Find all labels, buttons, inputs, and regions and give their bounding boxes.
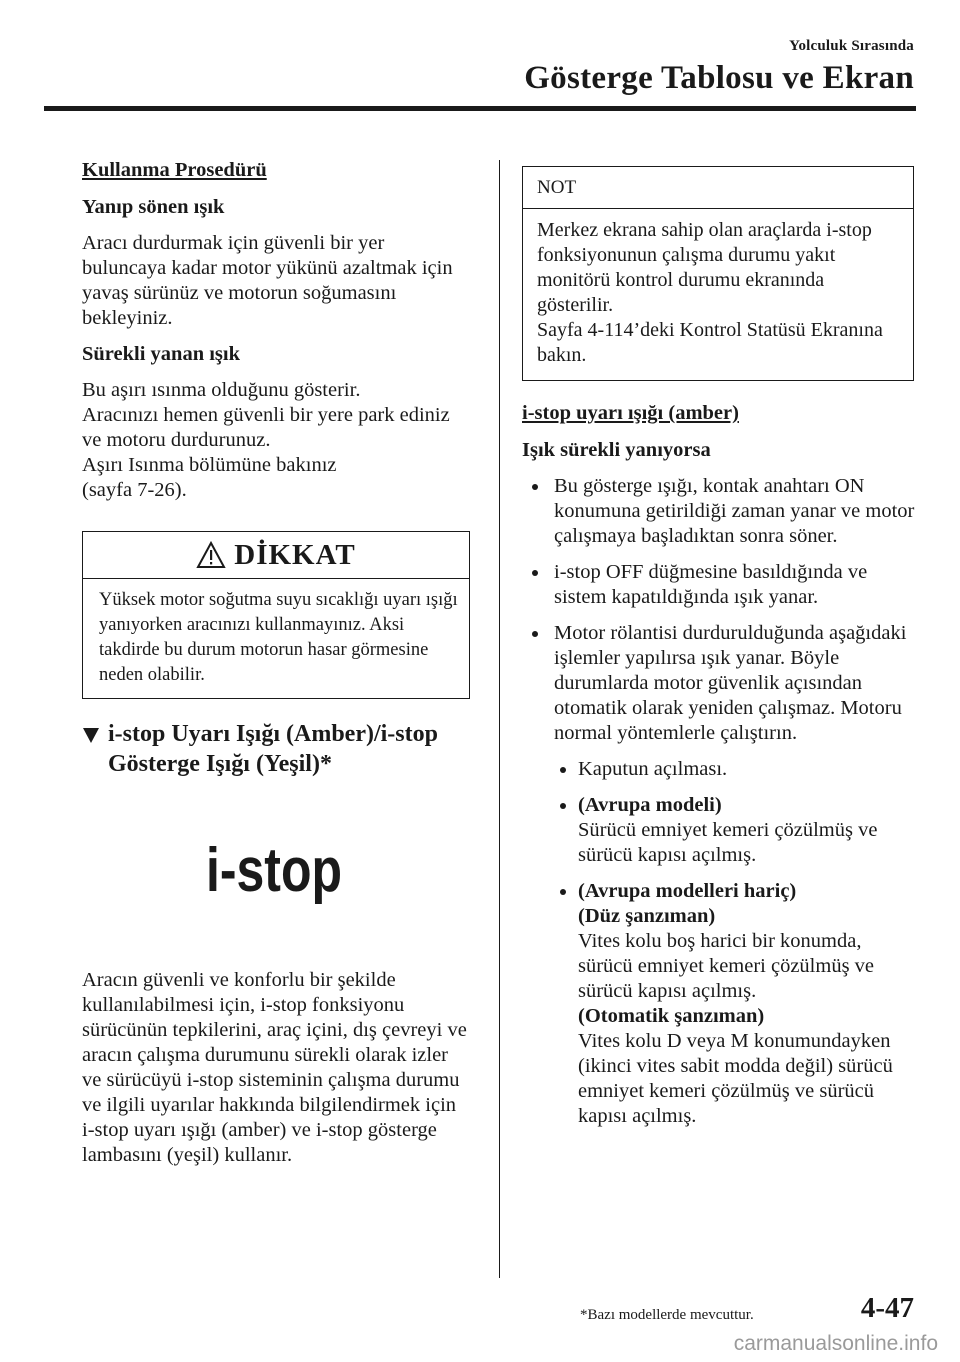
running-header-section: Yolculuk Sırasında (789, 38, 914, 54)
steady-line: (sayfa 7-26). (82, 479, 187, 501)
column-divider (499, 160, 500, 1278)
bullet-text: i-stop OFF düğmesine basıldığında ve sistem kapatıldığında ışık yanar. (554, 561, 868, 608)
transmission-label: (Otomatik şanzıman) (578, 1005, 765, 1027)
list-item (522, 560, 916, 610)
steady-light-text (82, 378, 472, 503)
bullet-text: Motor rölantisi durdurulduğunda aşağıdaki işlemler yapılırsa ışık yanar. Böyle durumlarda motor güvenlik açısından otomatik olarak yeniden çalışmaz. Motoru normal yöntemlerle çalıştırın. (554, 622, 907, 744)
sub-bullet-list (554, 757, 916, 1129)
footnote: *Bazı modellerde mevcuttur. (580, 1307, 754, 1323)
list-item (554, 879, 916, 1129)
model-label: (Avrupa modelleri hariç) (578, 880, 797, 902)
note-title: NOT (523, 167, 913, 209)
amber-light-title: i-stop uyarı ışığı (amber) (522, 402, 739, 424)
list-item (554, 793, 916, 868)
list-item (554, 757, 916, 782)
list-item (522, 474, 916, 549)
list-item (522, 621, 916, 1129)
blinking-light-text: Aracı durdurmak için güvenli bir yer buluncaya kadar motor yükünü azaltmak için yavaş sürünüz ve motorun soğumasını bekleyiniz. (82, 232, 453, 329)
sub-bullet-text: Sürücü emniyet kemeri çözülmüş ve sürücü kapısı açılmış. (578, 819, 878, 866)
sub-bullet-text: Vites kolu boş harici bir konumda, sürücü emniyet kemeri çözülmüş ve sürücü kapısı açılmış. (578, 930, 875, 1002)
note-line: Sayfa 4-114’deki Kontrol Statüsü Ekranına bakın. (537, 319, 883, 366)
amber-light-subheading: Işık sürekli yanıyorsa (522, 439, 711, 461)
left-column (82, 158, 472, 1179)
right-column (522, 166, 916, 1140)
sub-bullet-text: Kaputun açılması. (578, 758, 728, 780)
caution-text: Yüksek motor soğutma suyu sıcaklığı uyarı ışığı yanıyorken aracınızı kullanmayınız. Aksi takdirde bu durum motorun hasar görmesine neden olabilir. (99, 590, 458, 685)
page-number: 4-47 (860, 1292, 914, 1324)
steady-light-heading: Sürekli yanan ışık (82, 343, 240, 365)
running-header-title: Gösterge Tablosu ve Ekran (524, 60, 914, 96)
steady-line: Bu aşırı ısınma olduğunu gösterir. (82, 379, 361, 401)
sub-bullet-text: Vites kolu D veya M konumundayken (ikinci vites sabit modda değil) sürücü emniyet kemeri çözülmüş ve sürücü kapısı açılmış. (578, 1030, 893, 1127)
note-box (522, 166, 914, 381)
istop-icon (206, 836, 346, 905)
watermark: carmanualsonline.info (733, 1332, 938, 1355)
note-line: Merkez ekrana sahip olan araçlarda i-stop fonksiyonunun çalışma durumu yakıt monitörü kontrol durumu ekranında gösterilir. (537, 219, 872, 316)
header-rule (44, 106, 916, 111)
caution-title: DİKKAT (234, 538, 356, 571)
istop-indicator-symbol (206, 837, 472, 908)
note-body (523, 209, 913, 380)
blinking-light-heading: Yanıp sönen ışık (82, 196, 225, 218)
transmission-label: (Düz şanzıman) (578, 905, 716, 927)
caution-box (82, 531, 470, 699)
caution-header (83, 532, 469, 579)
istop-heading-line: Gösterge Işığı (Yeşil)* (108, 751, 332, 777)
istop-logo-text: i-stop (206, 836, 342, 905)
istop-description: Aracın güvenli ve konforlu bir şekilde kullanılabilmesi için, i-stop fonksiyonu sürücünün tepkilerini, araç içini, dış çevreyi ve aracın çalışma durumunu sürekli olarak izler ve sürücüyü i-stop sisteminin çalışma durumu ve ilgili uyarılar hakkında bilgilendirmek için i-stop uyarı ışığı (amber) ve i-stop gösterge lambasını (yeşil) kullanır. (82, 969, 467, 1166)
steady-line: Aşırı Isınma bölümüne bakınız (82, 454, 337, 476)
bullet-text: Bu gösterge ışığı, kontak anahtarı ON konumuna getirildiği zaman yanar ve motor çalışmaya başladıktan sonra söner. (554, 475, 915, 547)
section-marker-icon (82, 726, 100, 744)
warning-triangle-icon (196, 541, 226, 569)
amber-bullet-list (522, 474, 916, 1129)
section-title-procedure: Kullanma Prosedürü (82, 159, 267, 181)
steady-line: Aracınızı hemen güvenli bir yere park ediniz ve motoru durdurunuz. (82, 404, 450, 451)
model-label: (Avrupa modeli) (578, 794, 722, 816)
istop-heading-line: i-stop Uyarı Işığı (Amber)/i-stop (108, 721, 438, 747)
istop-heading (82, 719, 472, 779)
